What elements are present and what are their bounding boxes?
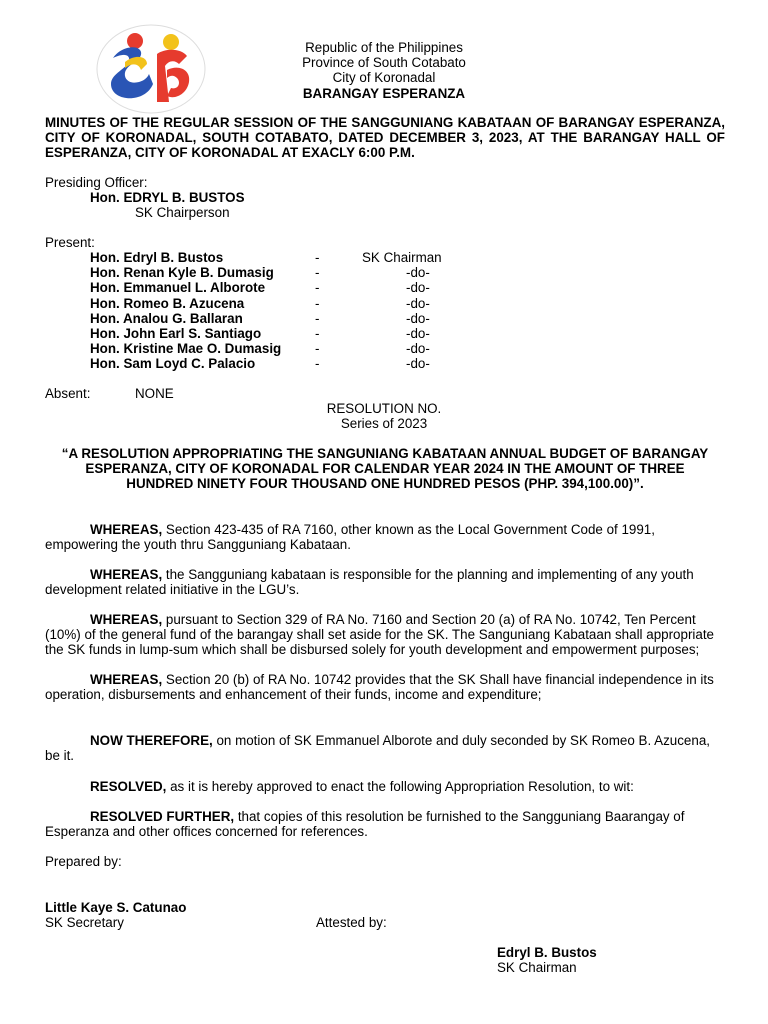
member-row xyxy=(90,341,586,356)
member-position: -do- xyxy=(406,295,430,311)
attested-by-label: Attested by: xyxy=(316,915,387,930)
now-therefore-paragraph xyxy=(45,733,725,763)
whereas-paragraph xyxy=(45,567,725,597)
paragraph-text: the Sangguniang kabataan is responsible for the planning and implementing of any youth development related initiative in the LGU’s. xyxy=(45,567,694,598)
member-dash: - xyxy=(315,280,320,296)
member-position: -do- xyxy=(406,310,430,326)
resolution-number: RESOLUTION NO. xyxy=(326,401,442,416)
paragraph-lead: WHEREAS, xyxy=(90,567,163,582)
resolved-further-paragraph xyxy=(45,809,725,839)
paragraph-text: Section 423-435 of RA 7160, other known as the Local Government Code of 1991, empowering the youth thru Sangguniang Kabataan. xyxy=(45,522,655,553)
header-province: Province of South Cotabato xyxy=(302,55,466,71)
member-row xyxy=(90,296,586,311)
member-position: -do- xyxy=(406,356,430,372)
member-row xyxy=(90,356,586,371)
member-name: Hon. Kristine Mae O. Dumasig xyxy=(90,341,282,357)
member-name: Hon. Sam Loyd C. Palacio xyxy=(90,356,256,372)
member-row xyxy=(90,280,586,295)
member-dash: - xyxy=(315,250,320,265)
secretary-name: Little Kaye S. Catunao xyxy=(45,900,187,915)
member-row xyxy=(90,326,586,341)
resolved-paragraph xyxy=(45,779,725,794)
member-dash: - xyxy=(315,356,320,372)
member-position: -do- xyxy=(406,265,430,281)
presiding-officer-label: Presiding Officer: xyxy=(45,175,148,190)
member-name: Hon. Emmanuel L. Alborote xyxy=(90,280,266,296)
paragraph-lead: WHEREAS, xyxy=(90,522,163,537)
member-dash: - xyxy=(315,310,320,326)
header-barangay: BARANGAY ESPERANZA xyxy=(302,85,466,101)
paragraph-lead: WHEREAS, xyxy=(90,672,163,687)
present-label: Present: xyxy=(45,235,95,250)
paragraph-text: Section 20 (b) of RA No. 10742 provides that the SK Shall have financial independence in its operation, disbursements and enhancement of their funds, income and expenditure; xyxy=(45,672,714,703)
paragraph-lead: WHEREAS, xyxy=(90,612,163,627)
absent-value: NONE xyxy=(135,386,174,401)
members-list xyxy=(90,250,586,372)
paragraph-text: on motion of SK Emmanuel Alborote and duly seconded by SK Romeo B. Azucena, be it. xyxy=(45,733,710,764)
paragraph-text: that copies of this resolution be furnished to the Sangguniang Baarangay of Esperanza and other offices concerned for references. xyxy=(45,809,685,840)
whereas-paragraph xyxy=(45,612,725,658)
chairman-title: SK Chairman xyxy=(497,960,577,975)
whereas-paragraph xyxy=(45,672,725,702)
paragraph-lead: RESOLVED FURTHER, xyxy=(90,809,235,824)
whereas-paragraph xyxy=(45,522,725,552)
document-header xyxy=(250,40,518,101)
member-name: Hon. John Earl S. Santiago xyxy=(90,326,262,342)
sk-logo xyxy=(95,24,207,114)
member-row xyxy=(90,265,586,280)
member-dash: - xyxy=(315,295,320,311)
header-country: Republic of the Philippines xyxy=(305,40,463,55)
prepared-by-label: Prepared by: xyxy=(45,854,122,869)
member-row xyxy=(90,250,586,265)
member-name: Hon. Renan Kyle B. Dumasig xyxy=(90,265,274,281)
paragraph-lead: NOW THEREFORE, xyxy=(90,733,213,748)
resolution-title: “A RESOLUTION APPROPRIATING THE SANGUNIANG KABATAAN ANNUAL BUDGET OF BARANGAY ESPERANZA, CITY OF KORONADAL FOR CALENDAR YEAR 2024 IN THE AMOUNT OF THREE HUNDRED NINETY FOUR THOUSAND ONE HUNDRED PESOS (PHP. 394,100.00)”. xyxy=(61,446,709,492)
member-row xyxy=(90,311,586,326)
member-position: -do- xyxy=(406,326,430,342)
member-name: Hon. Romeo B. Azucena xyxy=(90,295,245,311)
member-dash: - xyxy=(315,265,320,281)
chairman-name: Edryl B. Bustos xyxy=(497,945,597,960)
header-city: City of Koronadal xyxy=(332,70,436,86)
paragraph-lead: RESOLVED, xyxy=(90,779,167,794)
member-name: Hon. Analou G. Ballaran xyxy=(90,310,243,326)
absent-label: Absent: xyxy=(45,386,91,401)
member-dash: - xyxy=(315,326,320,342)
resolution-series: Series of 2023 xyxy=(340,416,428,431)
minutes-title: MINUTES OF THE REGULAR SESSION OF THE SANGGUNIANG KABATAAN OF BARANGAY ESPERANZA, CITY OF KORONADAL, SOUTH COTABATO, DATED DECEMBER 3, 2023, AT THE BARANGAY HALL OF ESPERANZA, CITY OF KORONADAL AT EXACLY 6:00 P.M. xyxy=(45,115,725,161)
presiding-officer-name: Hon. EDRYL B. BUSTOS xyxy=(90,190,245,205)
member-name: Hon. Edryl B. Bustos xyxy=(90,250,224,265)
member-position: -do- xyxy=(406,341,430,357)
member-position: -do- xyxy=(406,280,430,296)
paragraph-text: as it is hereby approved to enact the following Appropriation Resolution, to wit: xyxy=(166,779,634,794)
member-position: SK Chairman xyxy=(362,250,442,265)
presiding-officer-position: SK Chairperson xyxy=(135,205,230,220)
paragraph-text: pursuant to Section 329 of RA No. 7160 and Section 20 (a) of RA No. 10742, Ten Percent (10%) of the general fund of the barangay shall set aside for the SK. The Sanguniang Kabataan shall appropriate the SK funds in lump-sum which shall be disbursed solely for youth development and empowerment purposes; xyxy=(45,612,714,658)
secretary-title: SK Secretary xyxy=(45,915,124,930)
member-dash: - xyxy=(315,341,320,357)
